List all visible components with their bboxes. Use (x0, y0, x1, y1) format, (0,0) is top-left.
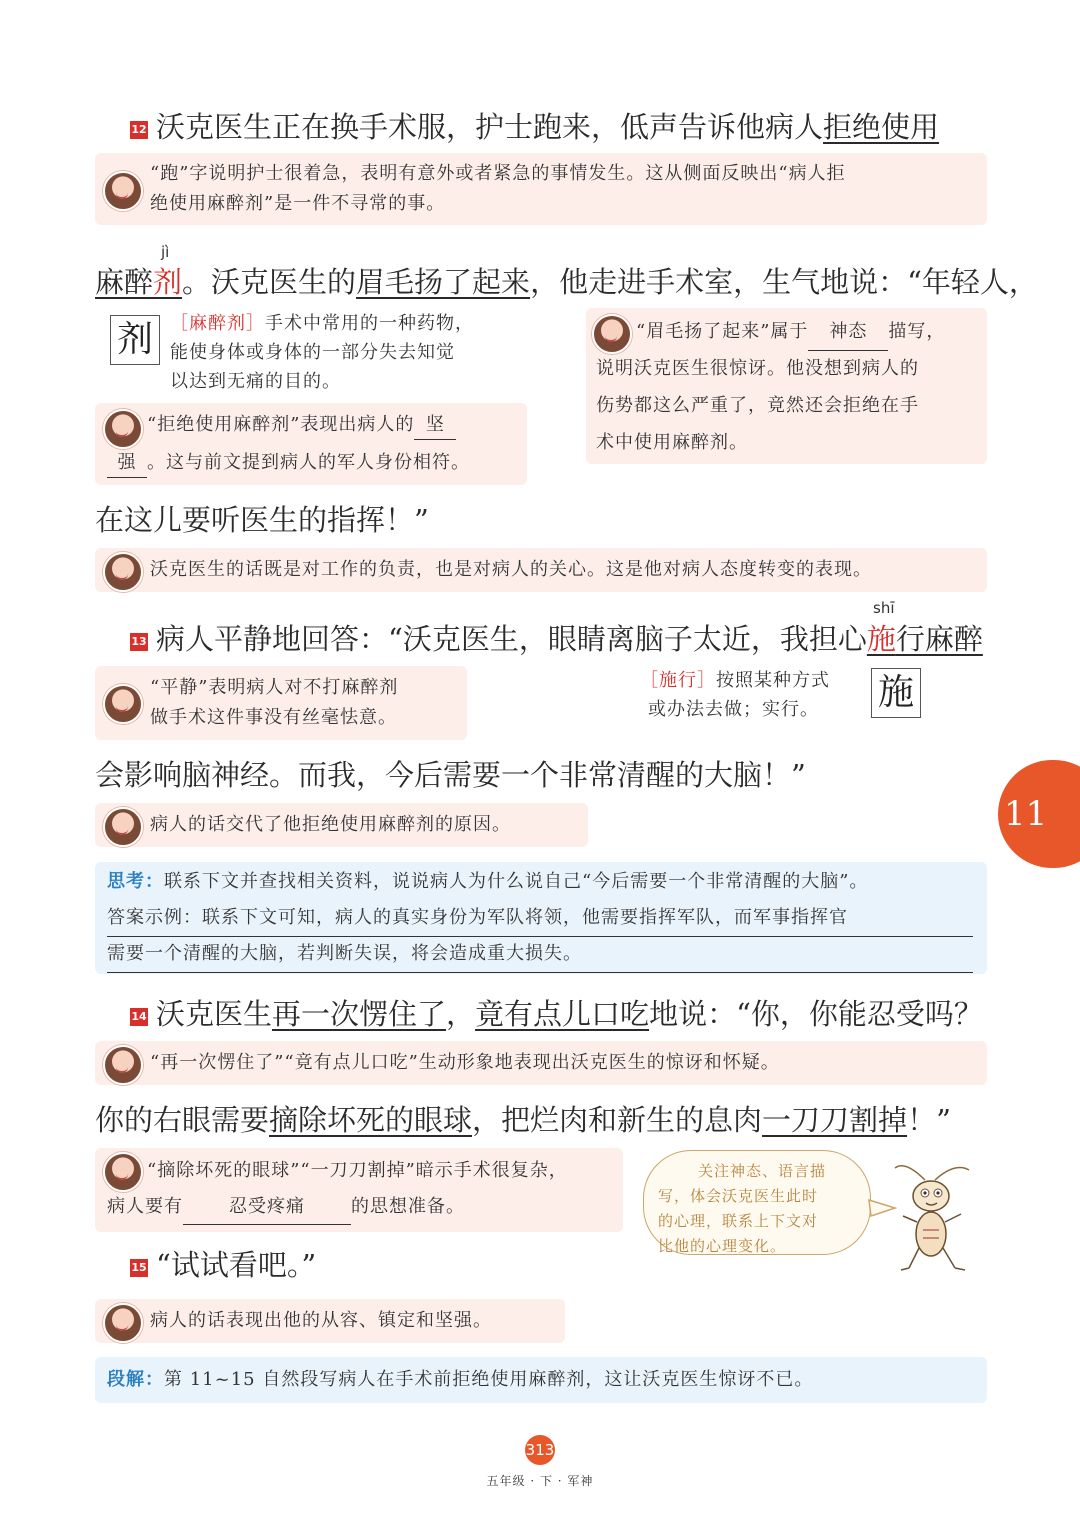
answer-blank-qiang: 强 (107, 449, 147, 478)
annotation-jujue (95, 403, 527, 485)
annotation-pingjing-line-1: “平静”表明病人对不打麻醉剂 (150, 677, 399, 698)
p13-text-a: 病人平静地回答：“沃克医生，眼睛离脑子太近，我担心 (156, 622, 867, 656)
paragraph-12-line-1 (130, 110, 939, 144)
tip-bubble (643, 1150, 871, 1255)
gloss-shi-line-1: 按照某种方式 (716, 670, 830, 691)
gloss-ji (170, 309, 474, 396)
teacher-avatar-icon (103, 1045, 143, 1085)
paragraph-number-15: 15 (130, 1259, 148, 1277)
annotation-meimao-text-b: 描写， (888, 321, 946, 342)
answer-blank-jian: 坚 (414, 411, 456, 440)
p12-underline-anesthetic: 麻醉剂 (95, 265, 183, 299)
p14-text-f: ！” (907, 1103, 951, 1137)
annotation-zhihui (95, 548, 987, 592)
annotation-meimao-line-2: 说明沃克医生很惊讶。他没想到病人的 (596, 358, 919, 379)
p14-underline-remove-eye: 摘除坏死的眼球 (269, 1103, 473, 1137)
p12-text-c: ，他走进手术室，生气地说：“年轻人， (530, 265, 1038, 299)
gloss-shi-line-2: 或办法去做；实行。 (648, 699, 819, 720)
think-label: 思考： (107, 871, 164, 892)
book-footer: 五年级 · 下 · 军神 (486, 1474, 594, 1488)
annotation-meimao-text-a: “眉毛扬了起来”属于 (636, 321, 809, 342)
p12-text-b: 。沃克医生的 (182, 265, 357, 299)
cricket-mascot-icon (865, 1160, 985, 1280)
annotation-shishi-text: 病人的话表现出他的从容、镇定和坚强。 (150, 1310, 492, 1331)
annotation-lengzhu-text: “再一次愣住了”“竟有点儿口吃”生动形象地表现出沃克医生的惊讶和怀疑。 (150, 1052, 780, 1073)
annotation-pao (95, 153, 987, 225)
teacher-avatar-icon (592, 314, 632, 354)
p12-underline-eyebrows: 眉毛扬了起来 (356, 265, 531, 299)
answer-blank-shentai: 神态 (808, 313, 888, 351)
tip-line-2: 写，体会沃克医生此时 (658, 1187, 819, 1205)
chapter-badge: 11 (998, 760, 1080, 868)
teacher-avatar-icon (103, 409, 143, 449)
p12-text-a: 沃克医生正在换手术服，护士跑来，低声告诉他病人 (156, 110, 824, 144)
paragraph-14-line-1 (130, 997, 983, 1031)
paragraph-number-14: 14 (130, 1008, 148, 1026)
paragraph-14-line-2 (95, 1103, 951, 1137)
annotation-meimao-line-3: 伤势都这么严重了，竟然还会拒绝在手 (596, 395, 919, 416)
p12-new-char-ji: 剂 (153, 265, 183, 299)
teacher-avatar-icon (103, 684, 143, 724)
gloss-ji-head: ［麻醉剂］ (170, 313, 265, 334)
teacher-avatar-icon (103, 1152, 143, 1192)
tip-line-1: 关注神态、语言描 (698, 1162, 827, 1180)
p14-text-d: 你的右眼需要 (95, 1103, 270, 1137)
annotation-meimao-line-4: 术中使用麻醉剂。 (596, 432, 748, 453)
p14-text-b: ， (446, 997, 476, 1031)
annotation-jujue-text-b: 。这与前文提到病人的军人身份相符。 (147, 452, 470, 473)
p14-underline-stunned: 再一次愣住了 (272, 997, 447, 1031)
page-number: 313 (525, 1435, 555, 1465)
char-box-shi: 施 (871, 668, 921, 718)
answer-line-1: 联系下文可知，病人的真实身份为军队将领，他需要指挥军队，而军事指挥官 (202, 907, 848, 928)
annotation-pao-line-2: 绝使用麻醉剂”是一件不寻常的事。 (150, 193, 446, 214)
summary-text: 第 11~15 自然段写病人在手术前拒绝使用麻醉剂，这让沃克医生惊讶不已。 (164, 1369, 814, 1390)
p14-text-c: 地说：“你，你能忍受吗？ (649, 997, 983, 1031)
paragraph-15 (130, 1248, 316, 1282)
annotation-zhaichu-text-a: 病人要有 (107, 1196, 183, 1217)
p14-text-a: 沃克医生 (156, 997, 273, 1031)
p14-underline-stutter: 竟有点儿口吃 (475, 997, 650, 1031)
summary-label: 段解： (107, 1369, 164, 1390)
paragraph-13-line-2: 会影响脑神经。而我，今后需要一个非常清醒的大脑！” (95, 758, 806, 792)
annotation-zhihui-text: 沃克医生的话既是对工作的负责，也是对病人的关心。这是他对病人态度转变的表现。 (150, 559, 872, 580)
annotation-yuanyin-text: 病人的话交代了他拒绝使用麻醉剂的原因。 (150, 814, 511, 835)
think-question: 联系下文并查找相关资料，说说病人为什么说自己“今后需要一个非常清醒的大脑”。 (164, 871, 869, 892)
annotation-pingjing (95, 666, 467, 740)
p14-underline-cut: 一刀刀割掉 (762, 1103, 908, 1137)
paragraph-12-line-2 (95, 265, 1038, 299)
annotation-pao-line-1: “跑”字说明护士很着急，表明有意外或者紧急的事情发生。这从侧面反映出“病人拒 (150, 163, 846, 184)
paragraph-13-line-1 (130, 622, 983, 656)
char-box-ji: 剂 (110, 315, 160, 365)
answer-label: 答案示例： (107, 907, 202, 928)
teacher-avatar-icon (103, 171, 143, 211)
gloss-ji-line-1: 手术中常用的一种药物， (265, 313, 474, 334)
p15-text: “试试看吧。” (156, 1248, 317, 1282)
gloss-shi (640, 666, 830, 724)
pinyin-ji: jì (161, 243, 170, 261)
p14-text-e: ，把烂肉和新生的息肉 (472, 1103, 763, 1137)
paragraph-12-line-3: 在这儿要听医生的指挥！” (95, 503, 429, 537)
annotation-zhaichu (95, 1148, 623, 1232)
section-summary (95, 1357, 987, 1403)
annotation-pingjing-line-2: 做手术这件事没有丝毫怯意。 (150, 707, 397, 728)
gloss-ji-line-2: 能使身体或身体的一部分失去知觉 (170, 342, 455, 363)
p12-underline-refuse: 拒绝使用 (823, 110, 940, 144)
tip-line-4: 比他的心理变化。 (658, 1237, 787, 1255)
p13-underline-shixing: 施行麻醉 (866, 622, 983, 656)
answer-blank-rennshou: 忍受疼痛 (183, 1190, 351, 1225)
paragraph-number-12: 12 (130, 121, 148, 139)
pinyin-shi: shī (873, 599, 895, 617)
tip-line-3: 的心理，联系上下文对 (658, 1212, 819, 1230)
answer-line-2: 需要一个清醒的大脑，若判断失误，将会造成重大损失。 (107, 936, 973, 973)
gloss-shi-head: ［施行］ (640, 670, 716, 691)
think-box (95, 862, 987, 974)
annotation-jujue-text-a: “拒绝使用麻醉剂”表现出病人的 (147, 414, 415, 435)
annotation-lengzhu (95, 1041, 987, 1085)
teacher-avatar-icon (103, 807, 143, 847)
teacher-avatar-icon (103, 552, 143, 592)
annotation-shishi (95, 1299, 565, 1343)
p13-new-char-shi: 施 (866, 622, 896, 656)
teacher-avatar-icon (103, 1303, 143, 1343)
paragraph-number-13: 13 (130, 633, 148, 651)
gloss-ji-line-3: 以达到无痛的目的。 (170, 371, 341, 392)
annotation-zhaichu-text-b: 的思想准备。 (351, 1196, 465, 1217)
annotation-meimao (586, 308, 987, 464)
annotation-zhaichu-line-1: “摘除坏死的眼球”“一刀刀割掉”暗示手术很复杂， (147, 1160, 568, 1181)
annotation-yuanyin (95, 803, 588, 847)
